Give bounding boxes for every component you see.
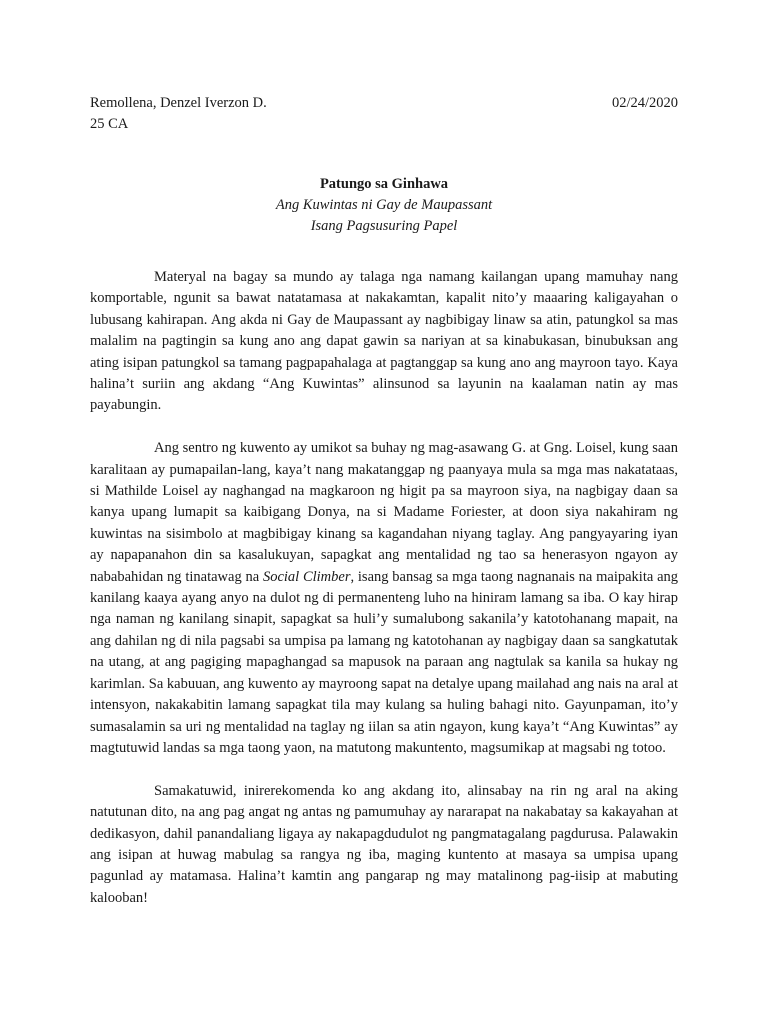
paragraph-3-text: Samakatuwid, inirerekomenda ko ang akdang ito, alinsabay na rin ng aral na aking natutunan dito, na ang pag angat ng antas ng pamumuhay ay nararapat na nakabatay sa kakayahan at dedikasyon, dahil panandaliang ligaya ay nakapagdudulot ng pangmatagalang pagdurusa. Palawakin ang isipan at huwag mabulag sa rangya ng iba, maging kuntento at masaya sa umpisa upang pagunlad ay matamasa. Halina’t kamtin ang pangarap ng may matalinong pag-iisip at mabuting kalooban! bbox=[90, 782, 678, 906]
paragraph-2-text-b: , isang bansag sa mga taong nagnanais na maipakita ang kanilang kaaya ayang anyo na dulot ng di permanenteng luho na hiniram lamang sa iba. O kay hirap nga naman ng kanilang sinapit, sapagkat sa huli’y sumalubong sakanila’y katotohanang mapait, na ang dahilan ng di nila pagsabi sa umpisa pa lamang ng katotohanan ay nagbigay daan sa sangkatutak na utang, at ang pagiging mapaghangad sa mapusok na paraan ang nagtulak sa kanila sa hukay ng karimlan. Sa kabuuan, ang kuwento ay mayroong sapat na detalye upang mailahad ang nais na aral at intensyon, nakakabitin lamang sapagkat tila may kulang sa huling bahagi nito. Gayunpaman, ito’y sumasalamin sa uri ng mentalidad na taglay ng iilan sa atin ngayon, kung kaya’t “Ang Kuwintas” ay magtutuwid landas sa mga taong yaon, na matutong makuntento, magsumikap at magsabi ng totoo. bbox=[90, 568, 679, 756]
paragraph-3 bbox=[90, 781, 678, 909]
document-subtitle: Ang Kuwintas ni Gay de Maupassant bbox=[275, 197, 493, 213]
paragraph-1 bbox=[90, 267, 678, 417]
paragraph-2-text-a: Ang sentro ng kuwento ay umikot sa buhay ng mag-asawang G. at Gng. Loisel, kung saan karalitaan ay pumapailan-lang, kaya’t nang makatanggap ng paanyaya mula sa mga mas nakatataas, si Mathilde Loisel ay naghangad na magkaroon ng higit pa sa mayroon siya, na nagbigay daan sa kanya upang lumapit sa kaibigang Donya, na si Madame Foriester, at doon siya nakahiram ng kuwintas na sisimbolo at magbibigay kinang sa kagandahan niyang taglay. Ang pangyayaring iyan ay napapanahon din sa kasalukuyan, sapagkat ang mentalidad ng tao sa henerasyon ngayon ay nababahidan ng tinatawag na bbox=[90, 440, 678, 585]
document-title: Patungo sa Ginhawa bbox=[319, 176, 449, 192]
document-date: 02/24/2020 bbox=[611, 95, 678, 111]
section-code: 25 CA bbox=[90, 116, 129, 132]
document-subtitle-secondary: Isang Pagsusuring Papel bbox=[310, 218, 458, 234]
paragraph-2 bbox=[90, 438, 678, 759]
paragraph-2-italic-term: Social Climber bbox=[262, 568, 351, 585]
author-name: Remollena, Denzel Iverzon D. bbox=[90, 95, 267, 111]
document-body bbox=[90, 267, 678, 931]
title-block bbox=[90, 174, 678, 237]
paragraph-1-text: Materyal na bagay sa mundo ay talaga nga namang kailangan upang mamuhay nang komportable, ngunit sa bawat natatamasa at nakakamtan, kapalit nito’y maaaring kaligayahan o lubusang kahirapan. Ang akda ni Gay de Maupassant ay nagbibigay linaw sa atin, patungkol sa mas malalim na pagtingin sa kung ano ang dapat gawin sa nariyan at sa kinabukasan, binubuksan ang ating isipan patungkol sa tamang pagpapahalaga at pagtanggap sa kung ano ang mayroon tayo. Kaya halina’t suriin ang akdang “Ang Kuwintas” alinsunod sa layunin na kaalaman natin ay mas payabungin. bbox=[90, 269, 678, 414]
